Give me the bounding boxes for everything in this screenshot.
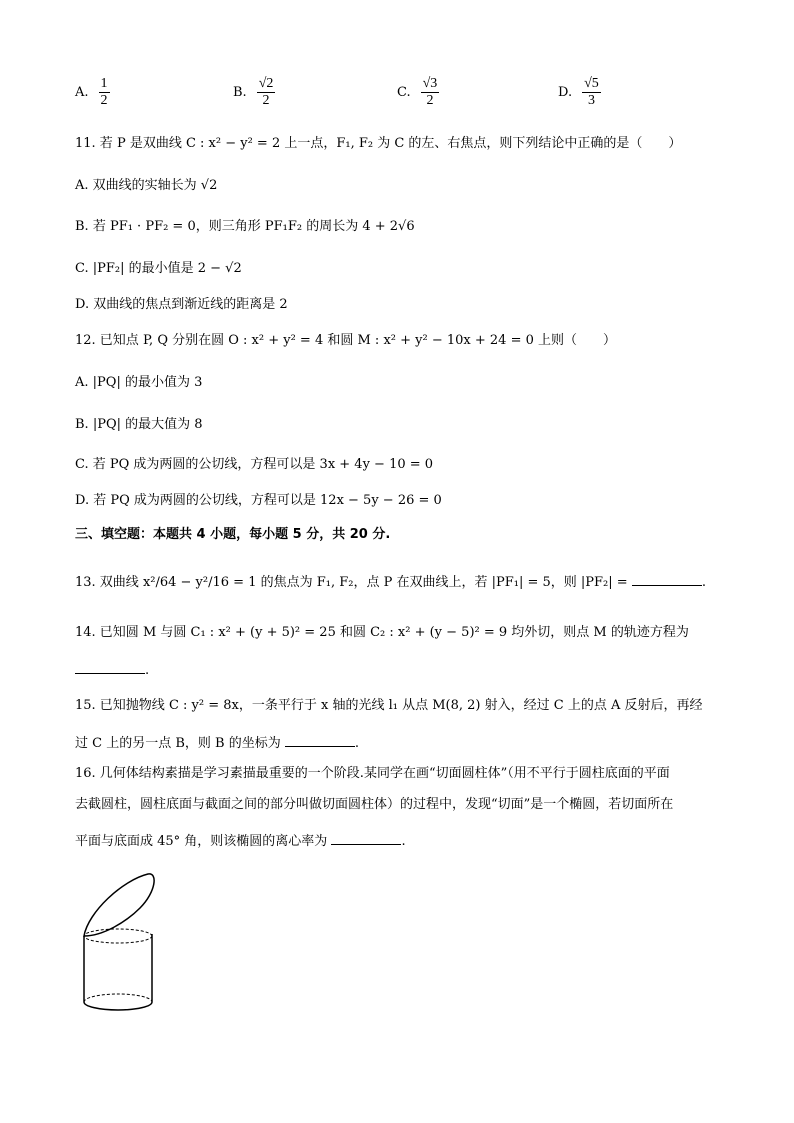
denominator: 2 xyxy=(100,93,108,108)
q16-line3: 平面与底面成 45° 角，则该椭圆的离心率为 . xyxy=(75,831,724,852)
choice-letter: A. xyxy=(75,85,89,100)
q11-stem: 11. 若 P 是双曲线 C : x² − y² = 2 上一点，F₁, F₂ 为 C 的左、右焦点，则下列结论中正确的是（ ） xyxy=(75,136,682,151)
fraction xyxy=(99,76,110,109)
q16-text: 平面与底面成 45° 角，则该椭圆的离心率为 xyxy=(75,834,328,849)
q12-stem: 12. 已知点 P, Q 分别在圆 O : x² + y² = 4 和圆 M : x² + y² − 10x + 24 = 0 上则（ ） xyxy=(75,333,616,348)
q11-option-d: D. 双曲线的焦点到渐近线的距离是 2 xyxy=(75,297,288,312)
denominator: 2 xyxy=(262,93,270,108)
slanted-ellipse xyxy=(84,874,154,936)
answer-blank xyxy=(331,831,401,845)
fraction xyxy=(582,76,601,109)
bottom-ellipse-front xyxy=(84,1002,152,1010)
answer-blank xyxy=(75,660,145,674)
q15-text: 过 C 上的另一点 B，则 B 的坐标为 xyxy=(75,736,281,751)
fraction xyxy=(257,76,276,109)
numerator: √3 xyxy=(422,76,438,91)
q14-line2: . xyxy=(75,660,724,681)
q10-choice-c xyxy=(397,76,439,109)
dashed-section-ellipse xyxy=(84,929,152,943)
q10-choice-b xyxy=(233,76,275,109)
numerator: 1 xyxy=(100,76,108,91)
choice-letter: B. xyxy=(233,85,247,100)
q15-line1: 15. 已知抛物线 C : y² = 8x，一条平行于 x 轴的光线 l₁ 从点 M(8, 2) 射入，经过 C 上的点 A 反射后，再经 xyxy=(75,698,703,713)
fraction xyxy=(421,76,440,109)
section-title: 三、填空题：本题共 4 小题，每小题 5 分，共 20 分. xyxy=(75,527,391,542)
q13: 13. 双曲线 x²/64 − y²/16 = 1 的焦点为 F₁, F₂，点 P 在双曲线上，若 |PF₁| = 5，则 |PF₂| = . xyxy=(75,572,724,593)
q12-option-c: C. 若 PQ 成为两圆的公切线，方程可以是 3x + 4y − 10 = 0 xyxy=(75,457,434,472)
choice-letter: D. xyxy=(558,85,573,100)
numerator: √5 xyxy=(584,76,599,91)
q14-line1: 14. 已知圆 M 与圆 C₁ : x² + (y + 5)² = 25 和圆 C₂ : x² + (y − 5)² = 9 均外切，则点 M 的轨迹方程为 xyxy=(75,625,689,640)
answer-blank xyxy=(285,733,355,747)
q12-option-b: B. |PQ| 的最大值为 8 xyxy=(75,417,203,432)
answer-blank xyxy=(632,572,702,586)
q11-option-c: C. |PF₂| 的最小值是 2 − √2 xyxy=(75,261,242,276)
choice-letter: C. xyxy=(397,85,411,100)
q10-choice-d xyxy=(558,76,601,109)
denominator: 3 xyxy=(587,93,595,108)
q13-text: 13. 双曲线 x²/64 − y²/16 = 1 的焦点为 F₁, F₂，点 P 在双曲线上，若 |PF₁| = 5，则 |PF₂| = xyxy=(75,575,628,590)
numerator: √2 xyxy=(258,76,274,91)
cut-cylinder-figure xyxy=(78,872,168,1017)
q16-line1: 16. 几何体结构素描是学习素描最重要的一个阶段.某同学在画“切面圆柱体”（用不平行于圆柱底面的平面 xyxy=(75,766,670,781)
q12-option-a: A. |PQ| 的最小值为 3 xyxy=(75,375,203,390)
q11-option-b: B. 若 PF₁ · PF₂ = 0，则三角形 PF₁F₂ 的周长为 4 + 2√6 xyxy=(75,219,415,234)
q15-line2: 过 C 上的另一点 B，则 B 的坐标为 . xyxy=(75,733,724,754)
q11-option-a: A. 双曲线的实轴长为 √2 xyxy=(75,178,218,193)
bottom-ellipse-back xyxy=(84,994,152,1002)
denominator: 2 xyxy=(426,93,434,108)
q12-option-d: D. 若 PQ 成为两圆的公切线，方程可以是 12x − 5y − 26 = 0 xyxy=(75,493,442,508)
q16-line2: 去截圆柱，圆柱底面与截面之间的部分叫做切面圆柱体）的过程中，发现“切面”是一个椭圆，若切面所在 xyxy=(75,797,674,812)
q10-choice-a xyxy=(75,76,110,109)
